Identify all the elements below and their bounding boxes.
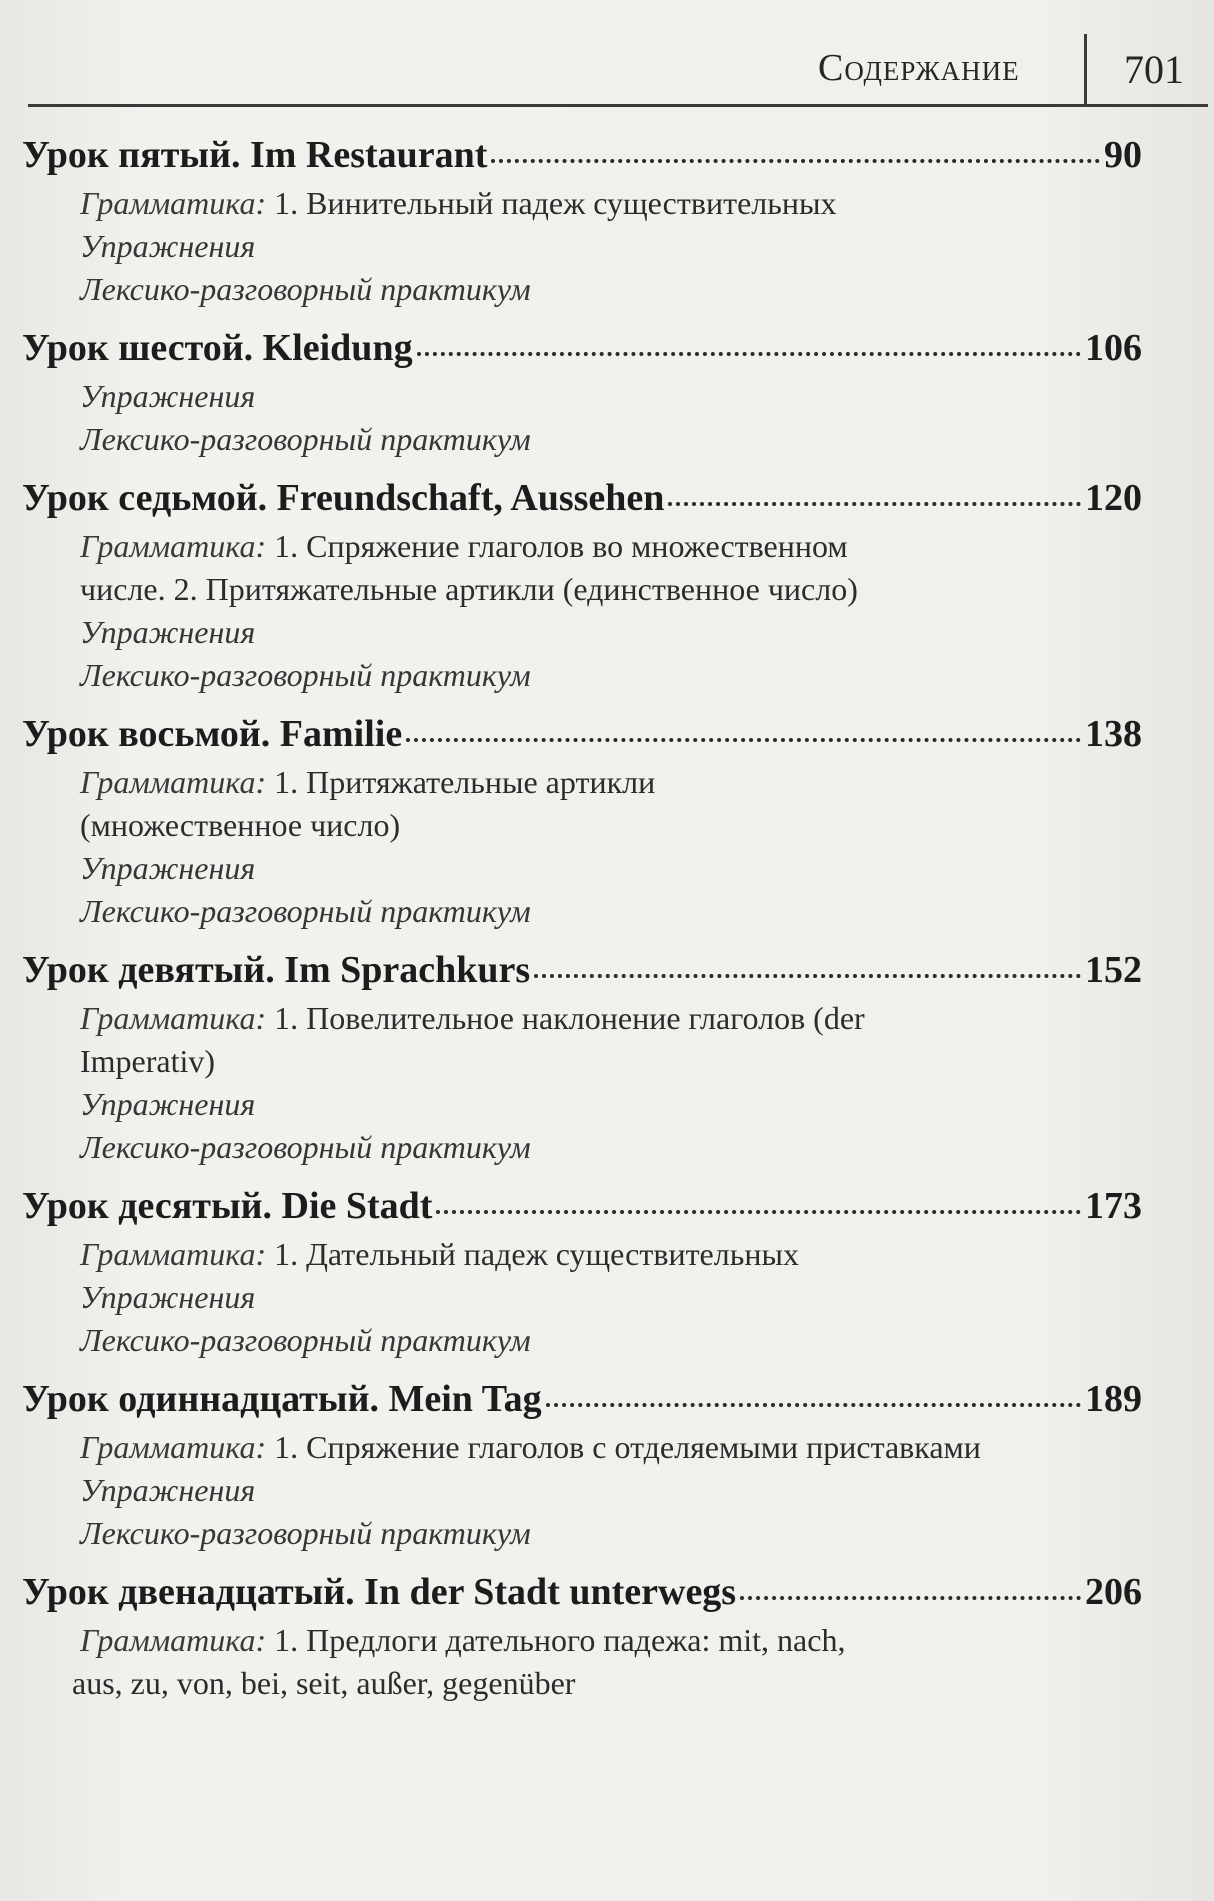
grammar-line: [22, 1233, 1142, 1276]
header-rule: [28, 104, 1208, 107]
practicum-line: Лексико-разговорный практикум: [80, 271, 531, 307]
grammar-text: 1. Спряжение глаголов с отделяемыми приставками: [274, 1429, 981, 1465]
toc-entry-page: 173: [1085, 1185, 1142, 1227]
dot-leader: [546, 1403, 1081, 1407]
grammar-text: 1. Предлоги дательного падежа: mit, nach,: [274, 1622, 846, 1658]
header-divider: [1084, 34, 1087, 106]
toc-entry-title: Урок седьмой. Freundschaft, Aussehen: [22, 477, 665, 519]
exercises-line: Упражнения: [80, 1086, 256, 1122]
toc-entry-heading: [22, 707, 1142, 761]
toc-entry-heading: [22, 321, 1142, 375]
grammar-line-2: (множественное число): [80, 807, 401, 843]
toc-entry-lesson-11: [22, 1372, 1142, 1555]
grammar-text: 1. Винительный падеж существительных: [274, 185, 837, 221]
practicum-line: Лексико-разговорный практикум: [80, 893, 531, 929]
grammar-text: 1. Спряжение глаголов во множественном: [274, 528, 848, 564]
table-of-contents: [22, 128, 1142, 1715]
dot-leader: [417, 352, 1081, 356]
exercises-line: Упражнения: [80, 1279, 256, 1315]
toc-entry-title: Урок одиннадцатый. Mein Tag: [22, 1378, 542, 1420]
dot-leader: [436, 1210, 1081, 1214]
toc-entry-page: 90: [1104, 134, 1142, 176]
exercises-line: Упражнения: [80, 614, 256, 650]
toc-entry-heading: [22, 1179, 1142, 1233]
grammar-line: [22, 525, 1142, 568]
grammar-line: [22, 761, 1142, 804]
grammar-label: Грамматика:: [80, 1236, 267, 1272]
grammar-label: Грамматика:: [80, 1622, 267, 1658]
exercises-line: Упражнения: [80, 1472, 256, 1508]
page-number: 701: [1124, 47, 1184, 92]
grammar-label: Грамматика:: [80, 764, 267, 800]
grammar-label: Грамматика:: [80, 185, 267, 221]
grammar-line: [22, 1619, 1142, 1662]
exercises-line: Упражнения: [80, 378, 256, 414]
toc-entry-page: 206: [1085, 1571, 1142, 1613]
toc-entry-lesson-9: [22, 943, 1142, 1169]
toc-entry-heading: [22, 1372, 1142, 1426]
toc-entry-title: Урок восьмой. Familie: [22, 713, 403, 755]
grammar-line: [22, 1426, 1142, 1469]
toc-entry-page: 152: [1085, 949, 1142, 991]
toc-entry-title: Урок пятый. Im Restaurant: [22, 134, 488, 176]
toc-entry-title: Урок десятый. Die Stadt: [22, 1185, 433, 1227]
practicum-line: Лексико-разговорный практикум: [80, 1129, 531, 1165]
practicum-line: Лексико-разговорный практикум: [80, 1515, 531, 1551]
toc-entry-heading: [22, 128, 1142, 182]
grammar-label: Грамматика:: [80, 528, 267, 564]
exercises-line: Упражнения: [80, 850, 256, 886]
grammar-label: Грамматика:: [80, 1429, 267, 1465]
dot-leader: [534, 974, 1081, 978]
toc-entry-lesson-10: [22, 1179, 1142, 1362]
toc-entry-page: 120: [1085, 477, 1142, 519]
toc-entry-lesson-8: [22, 707, 1142, 933]
grammar-line-2: числе. 2. Притяжательные артикли (единственное число): [80, 571, 858, 607]
toc-entry-lesson-6: [22, 321, 1142, 461]
toc-entry-heading: [22, 1565, 1142, 1619]
exercises-line: Упражнения: [80, 228, 256, 264]
grammar-line: [22, 182, 1142, 225]
toc-entry-lesson-5: [22, 128, 1142, 311]
toc-entry-page: 189: [1085, 1378, 1142, 1420]
toc-entry-title: Урок двенадцатый. In der Stadt unterwegs: [22, 1571, 737, 1613]
toc-entry-heading: [22, 471, 1142, 525]
practicum-line: Лексико-разговорный практикум: [80, 657, 531, 693]
grammar-line-2: aus, zu, von, bei, seit, außer, gegenüber: [72, 1665, 576, 1701]
grammar-line-2: Imperativ): [80, 1043, 216, 1079]
running-title: Содержание: [818, 47, 1020, 89]
toc-entry-title: Урок шестой. Kleidung: [22, 327, 413, 369]
grammar-label: Грамматика:: [80, 1000, 267, 1036]
dot-leader: [740, 1596, 1081, 1600]
toc-entry-lesson-7: [22, 471, 1142, 697]
toc-entry-lesson-12: [22, 1565, 1142, 1705]
grammar-line: [22, 997, 1142, 1040]
page-header: [28, 28, 1208, 108]
grammar-text: 1. Дательный падеж существительных: [274, 1236, 799, 1272]
dot-leader: [491, 159, 1100, 163]
practicum-line: Лексико-разговорный практикум: [80, 421, 531, 457]
grammar-text: 1. Притяжательные артикли: [274, 764, 656, 800]
toc-entry-page: 138: [1085, 713, 1142, 755]
toc-entry-title: Урок девятый. Im Sprachkurs: [22, 949, 531, 991]
grammar-text: 1. Повелительное наклонение глаголов (der: [274, 1000, 865, 1036]
toc-entry-page: 106: [1085, 327, 1142, 369]
dot-leader: [668, 502, 1081, 506]
practicum-line: Лексико-разговорный практикум: [80, 1322, 531, 1358]
toc-entry-heading: [22, 943, 1142, 997]
dot-leader: [406, 738, 1081, 742]
